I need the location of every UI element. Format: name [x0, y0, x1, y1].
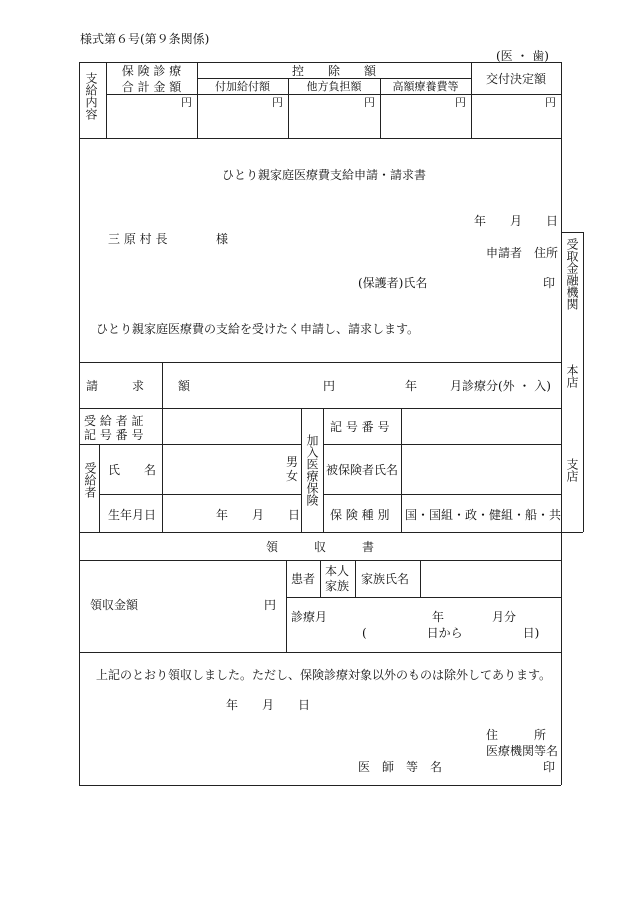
insurance-side-label: 加入医療保険 — [305, 434, 319, 506]
self-option[interactable]: 本人 — [325, 564, 350, 578]
insurance-type-label: 保 険 種 別 — [330, 508, 390, 522]
treatment-year-month[interactable]: 年 月分 — [432, 610, 517, 624]
cert-label-1: 受 給 者 証 — [84, 414, 144, 428]
main-branch-label: 本店 — [565, 364, 579, 388]
yen-decision: 円 — [545, 96, 556, 109]
form-number: 様式第６号(第９条関係) — [80, 32, 210, 46]
addressee: 三 原 村 長 — [108, 232, 168, 246]
receipt-address-label: 住 所 — [486, 728, 547, 742]
dob-label: 生年月日 — [108, 508, 157, 522]
doctor-name-label: 医 師 等 名 — [358, 760, 443, 774]
insurance-total-label-1: 保 険 診 療 — [121, 64, 182, 78]
form-title: ひとり親家庭医療費支給申請・請求書 — [222, 168, 427, 182]
receipt-title: 領 収 書 — [265, 540, 374, 554]
claim-month-clinic[interactable]: 月診療分(外 ・ 入) — [450, 379, 551, 393]
applicant-seal: 印 — [543, 276, 556, 290]
receipt-seal: 印 — [543, 760, 556, 774]
insurance-type-options[interactable]: 国・国組・政・健組・船・共 — [405, 508, 562, 522]
treatment-month-label: 診療月 — [291, 610, 328, 624]
medical-institution-label: 医療機関等名 — [486, 744, 559, 758]
beneficiary-side-label: 受給者 — [83, 462, 97, 498]
claim-yen: 円 — [323, 379, 336, 393]
application-date[interactable]: 年 月 日 — [474, 214, 559, 228]
receipt-amount-label: 領収金額 — [90, 598, 139, 612]
family-name-label: 家族氏名 — [361, 572, 410, 586]
yen-high-cost: 円 — [455, 96, 466, 109]
name-label: 氏 名 — [108, 463, 157, 477]
insurance-symbol-label: 記 号 番 号 — [330, 420, 390, 434]
receipt-date[interactable]: 年 月 日 — [226, 698, 311, 712]
receipt-statement: 上記のとおり領収しました。ただし、保険診療対象以外のものは除外してあります。 — [96, 668, 552, 682]
bank-label: 受取金融機関 — [565, 238, 579, 310]
claim-amount-label: 請 求 額 — [86, 379, 202, 393]
family-option[interactable]: 家族 — [325, 579, 350, 593]
other-public-label: 他方負担額 — [306, 80, 362, 93]
yen-additional-benefit: 円 — [272, 96, 283, 109]
decision-amount-label: 交付決定額 — [485, 72, 546, 86]
request-statement: ひとり親家庭医療費の支給を受けたく申請し、請求します。 — [96, 322, 420, 336]
receipt-yen: 円 — [264, 598, 277, 612]
additional-benefit-label: 付加給付額 — [215, 80, 270, 93]
cert-label-2: 記 号 番 号 — [84, 428, 144, 442]
dob-field[interactable]: 年 月 日 — [216, 508, 301, 522]
applicant-address-label: 申請者 住所 — [486, 246, 559, 260]
guardian-name-label: (保護者)氏名 — [358, 276, 428, 290]
insured-name-label: 被保険者氏名 — [326, 463, 399, 477]
insurance-total-label-2: 合 計 金 額 — [121, 80, 182, 94]
branch-label: 支店 — [565, 458, 579, 482]
yen-other-public: 円 — [364, 96, 375, 109]
high-cost-label: 高額療養費等 — [392, 80, 459, 93]
payment-side-label: 支給内容 — [84, 72, 98, 120]
gender-male[interactable]: 男 — [286, 455, 299, 469]
honorific: 様 — [216, 232, 229, 246]
gender-female[interactable]: 女 — [286, 469, 299, 483]
treatment-period[interactable]: ( 日から 日) — [362, 626, 540, 640]
doctor-dentist-note: (医 ・ 歯) — [496, 49, 549, 63]
deduction-label: 控 除 額 — [291, 64, 376, 78]
claim-year: 年 — [405, 379, 418, 393]
patient-label: 患者 — [291, 572, 316, 586]
yen-insurance-total: 円 — [181, 96, 192, 109]
